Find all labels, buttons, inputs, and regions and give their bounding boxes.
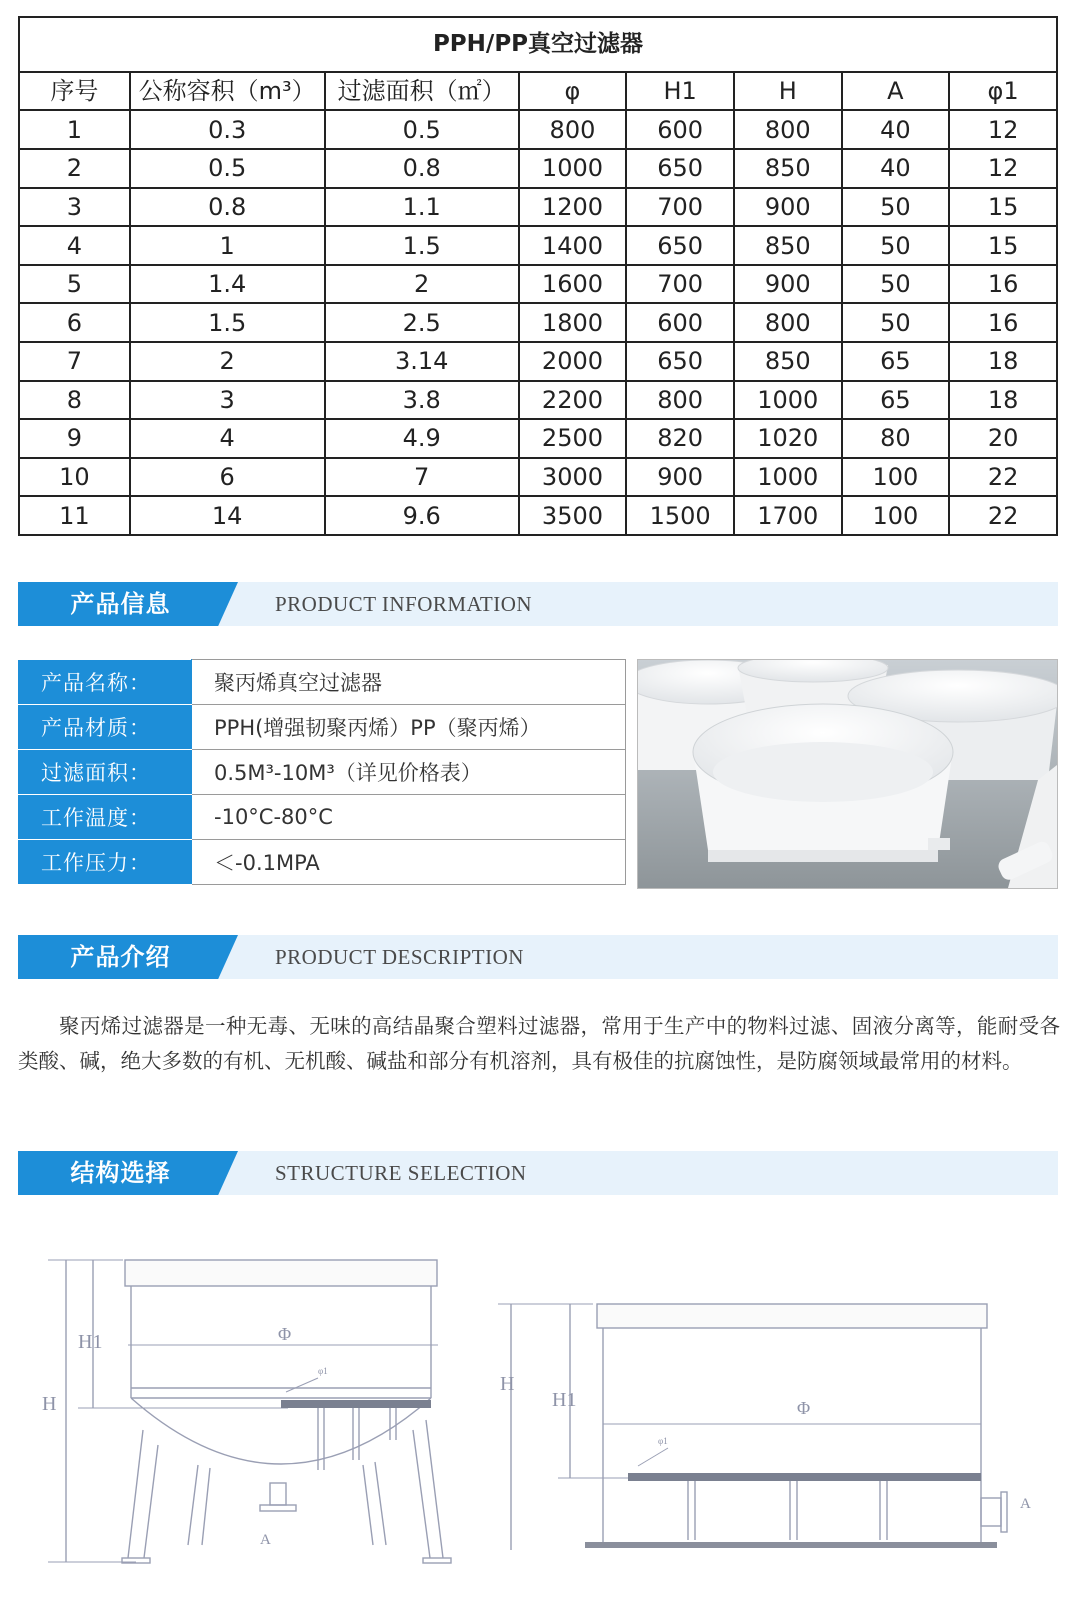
section-title-en: PRODUCT DESCRIPTION xyxy=(275,945,524,969)
table-cell: 1 xyxy=(19,110,130,149)
label-phi: Φ xyxy=(278,1324,292,1344)
table-row xyxy=(19,188,1057,227)
table-row xyxy=(19,381,1057,420)
spec-header-cell: H xyxy=(734,72,842,111)
section-banner-info xyxy=(18,582,1058,626)
table-cell: 900 xyxy=(626,458,734,497)
table-row xyxy=(19,342,1057,381)
table-cell: 50 xyxy=(842,303,950,342)
spec-header-cell: H1 xyxy=(626,72,734,111)
table-cell: 1.4 xyxy=(130,265,325,304)
table-cell: 800 xyxy=(734,303,842,342)
table-cell: 3 xyxy=(19,188,130,227)
table-cell: 850 xyxy=(734,342,842,381)
table-cell: 650 xyxy=(626,149,734,188)
spec-table-header xyxy=(19,72,1057,111)
table-row xyxy=(19,496,1057,535)
table-cell: 7 xyxy=(325,458,519,497)
table-cell: 2000 xyxy=(519,342,627,381)
spec-header-cell: 过滤面积（㎡） xyxy=(325,72,519,111)
table-cell: 16 xyxy=(949,303,1057,342)
label-h1: H1 xyxy=(552,1389,577,1411)
table-cell: 18 xyxy=(949,342,1057,381)
table-cell: 2 xyxy=(325,265,519,304)
info-row xyxy=(19,750,626,795)
info-label: 过滤面积： xyxy=(19,750,192,795)
table-cell: 4 xyxy=(19,226,130,265)
info-value: ＜-0.1MPA xyxy=(192,840,626,885)
table-cell: 820 xyxy=(626,419,734,458)
table-row xyxy=(19,226,1057,265)
table-cell: 100 xyxy=(842,496,950,535)
info-row xyxy=(19,660,626,705)
table-cell: 3.14 xyxy=(325,342,519,381)
table-cell: 1 xyxy=(130,226,325,265)
table-cell: 0.5 xyxy=(130,149,325,188)
table-cell: 2 xyxy=(130,342,325,381)
info-row xyxy=(19,705,626,750)
table-cell: 1500 xyxy=(626,496,734,535)
info-value: -10°C-80°C xyxy=(192,795,626,840)
table-cell: 9.6 xyxy=(325,496,519,535)
table-cell: 100 xyxy=(842,458,950,497)
structure-diagrams xyxy=(18,1240,1063,1590)
table-cell: 1400 xyxy=(519,226,627,265)
table-cell: 600 xyxy=(626,303,734,342)
table-cell: 18 xyxy=(949,381,1057,420)
spec-header-cell: 公称容积（m³） xyxy=(130,72,325,111)
table-cell: 40 xyxy=(842,110,950,149)
table-cell: 0.8 xyxy=(325,149,519,188)
table-cell: 0.5 xyxy=(325,110,519,149)
section-title-en: PRODUCT INFORMATION xyxy=(275,592,533,616)
table-cell: 16 xyxy=(949,265,1057,304)
table-cell: 22 xyxy=(949,496,1057,535)
info-value: 聚丙烯真空过滤器 xyxy=(192,660,626,705)
table-cell: 3000 xyxy=(519,458,627,497)
table-cell: 2 xyxy=(19,149,130,188)
table-cell: 11 xyxy=(19,496,130,535)
table-cell: 22 xyxy=(949,458,1057,497)
product-description: 聚丙烯过滤器是一种无毒、无味的高结晶聚合塑料过滤器，常用于生产中的物料过滤、固液分离等，能耐受各类酸、碱，绝大多数的有机、无机酸、碱盐和部分有机溶剂，具有极佳的抗腐蚀性，是防腐领域最常用的材料。 xyxy=(18,1014,1060,1073)
section-banner-description xyxy=(18,935,1058,979)
table-cell: 3 xyxy=(130,381,325,420)
product-photo xyxy=(637,659,1058,889)
section-title-cn: 产品信息 xyxy=(70,590,171,618)
table-cell: 1800 xyxy=(519,303,627,342)
section-title-en: STRUCTURE SELECTION xyxy=(275,1161,527,1185)
diagram-legged-filter xyxy=(48,1260,451,1563)
table-cell: 65 xyxy=(842,381,950,420)
table-cell: 1700 xyxy=(734,496,842,535)
label-h: H xyxy=(42,1393,57,1415)
table-cell: 3500 xyxy=(519,496,627,535)
table-cell: 4 xyxy=(130,419,325,458)
spec-header-cell: φ1 xyxy=(949,72,1057,111)
table-cell: 1600 xyxy=(519,265,627,304)
table-cell: 6 xyxy=(130,458,325,497)
table-cell: 8 xyxy=(19,381,130,420)
spec-header-cell: A xyxy=(842,72,950,111)
product-info-table xyxy=(18,659,626,885)
table-cell: 7 xyxy=(19,342,130,381)
table-cell: 1.5 xyxy=(325,226,519,265)
table-cell: 1000 xyxy=(734,458,842,497)
info-label: 工作温度： xyxy=(19,795,192,840)
info-label: 产品材质： xyxy=(19,705,192,750)
label-phi1: φ1 xyxy=(318,1366,328,1376)
label-h1: H1 xyxy=(78,1331,103,1353)
table-cell: 700 xyxy=(626,265,734,304)
spec-table-title: PPH/PP真空过滤器 xyxy=(19,17,1057,72)
table-cell: 15 xyxy=(949,226,1057,265)
table-cell: 20 xyxy=(949,419,1057,458)
label-h: H xyxy=(500,1373,515,1395)
table-cell: 900 xyxy=(734,188,842,227)
bowl-front xyxy=(693,704,953,862)
table-cell: 3.8 xyxy=(325,381,519,420)
table-cell: 50 xyxy=(842,188,950,227)
table-cell: 6 xyxy=(19,303,130,342)
diagram-flat-filter xyxy=(498,1304,1007,1550)
table-cell: 1.5 xyxy=(130,303,325,342)
label-phi1: φ1 xyxy=(658,1436,668,1446)
table-row xyxy=(19,149,1057,188)
table-row xyxy=(19,303,1057,342)
table-cell: 850 xyxy=(734,226,842,265)
table-row xyxy=(19,265,1057,304)
info-label: 工作压力： xyxy=(19,840,192,885)
info-value: PPH(增强韧聚丙烯）PP（聚丙烯） xyxy=(192,705,626,750)
table-cell: 650 xyxy=(626,226,734,265)
table-cell: 80 xyxy=(842,419,950,458)
table-cell: 600 xyxy=(626,110,734,149)
table-cell: 0.8 xyxy=(130,188,325,227)
table-cell: 1000 xyxy=(519,149,627,188)
label-a: A xyxy=(1020,1496,1031,1512)
info-row xyxy=(19,795,626,840)
table-cell: 12 xyxy=(949,110,1057,149)
table-cell: 12 xyxy=(949,149,1057,188)
table-cell: 650 xyxy=(626,342,734,381)
table-cell: 1200 xyxy=(519,188,627,227)
section-banner-structure xyxy=(18,1151,1058,1195)
table-cell: 2500 xyxy=(519,419,627,458)
table-cell: 800 xyxy=(626,381,734,420)
table-row xyxy=(19,110,1057,149)
table-cell: 1.1 xyxy=(325,188,519,227)
table-cell: 40 xyxy=(842,149,950,188)
table-cell: 10 xyxy=(19,458,130,497)
table-cell: 50 xyxy=(842,226,950,265)
table-cell: 1020 xyxy=(734,419,842,458)
info-row xyxy=(19,840,626,885)
table-row xyxy=(19,419,1057,458)
table-cell: 15 xyxy=(949,188,1057,227)
table-cell: 9 xyxy=(19,419,130,458)
table-cell: 2.5 xyxy=(325,303,519,342)
section-title-cn: 产品介绍 xyxy=(70,943,171,971)
spec-table xyxy=(18,16,1058,536)
table-cell: 1000 xyxy=(734,381,842,420)
info-label: 产品名称： xyxy=(19,660,192,705)
section-title-cn: 结构选择 xyxy=(70,1159,171,1187)
table-row xyxy=(19,458,1057,497)
table-cell: 50 xyxy=(842,265,950,304)
table-cell: 850 xyxy=(734,149,842,188)
table-cell: 0.3 xyxy=(130,110,325,149)
table-cell: 900 xyxy=(734,265,842,304)
table-cell: 800 xyxy=(734,110,842,149)
label-phi: Φ xyxy=(797,1398,811,1418)
table-cell: 5 xyxy=(19,265,130,304)
label-a: A xyxy=(260,1532,271,1548)
info-value: 0.5M³-10M³（详见价格表） xyxy=(192,750,626,795)
table-cell: 14 xyxy=(130,496,325,535)
spec-header-cell: φ xyxy=(519,72,627,111)
table-cell: 800 xyxy=(519,110,627,149)
table-cell: 4.9 xyxy=(325,419,519,458)
table-cell: 65 xyxy=(842,342,950,381)
table-cell: 700 xyxy=(626,188,734,227)
table-cell: 2200 xyxy=(519,381,627,420)
spec-header-cell: 序号 xyxy=(19,72,130,111)
